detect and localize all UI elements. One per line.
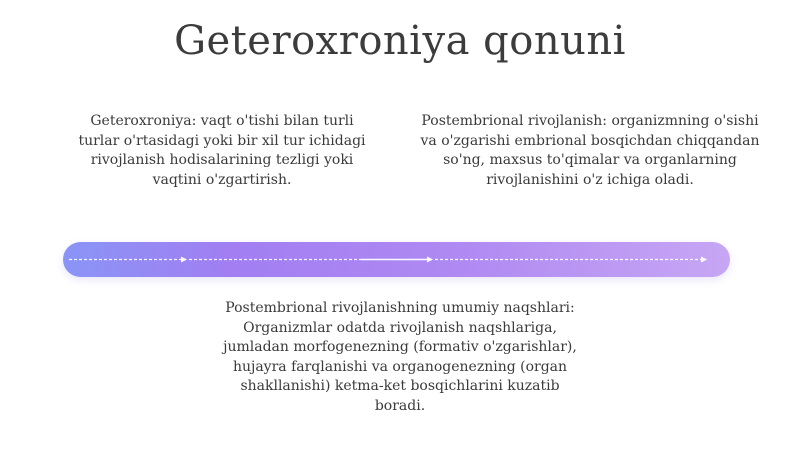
arrow-right-icon: [701, 257, 707, 263]
postembryonic-text: Postembrional rivojlanish: organizmning o'sishi va o'zgarishi embrional bosqichdan chiqqandan so'ng, maxsus to'qimalar va organlarning rivojlanishini o'z ichiga oladi.: [420, 113, 760, 188]
page-title: Geteroxroniya qonuni: [174, 18, 626, 64]
definition-text: Geteroxroniya: vaqt o'tishi bilan turli turlar o'rtasidagi yoki bir xil tur ichidagi rivojlanish hodisalarining tezligi yoki vaqtini o'zgartirish.: [78, 113, 366, 188]
timeline-bar: [63, 242, 730, 277]
arrow-right-icon: [427, 257, 433, 263]
timeline-arrows: [63, 242, 730, 277]
arrow-right-icon: [181, 257, 187, 263]
features-text: Postembrional rivojlanishning umumiy naqshlari: Organizmlar odatda rivojlanish naqshlariga, jumladan morfogenezning (formativ o'zgarishlar), hujayra farqlanishi va organogenezning (organ shakllanishi) ketma-ket bosqichlarini kuzatib boradi.: [223, 300, 577, 414]
